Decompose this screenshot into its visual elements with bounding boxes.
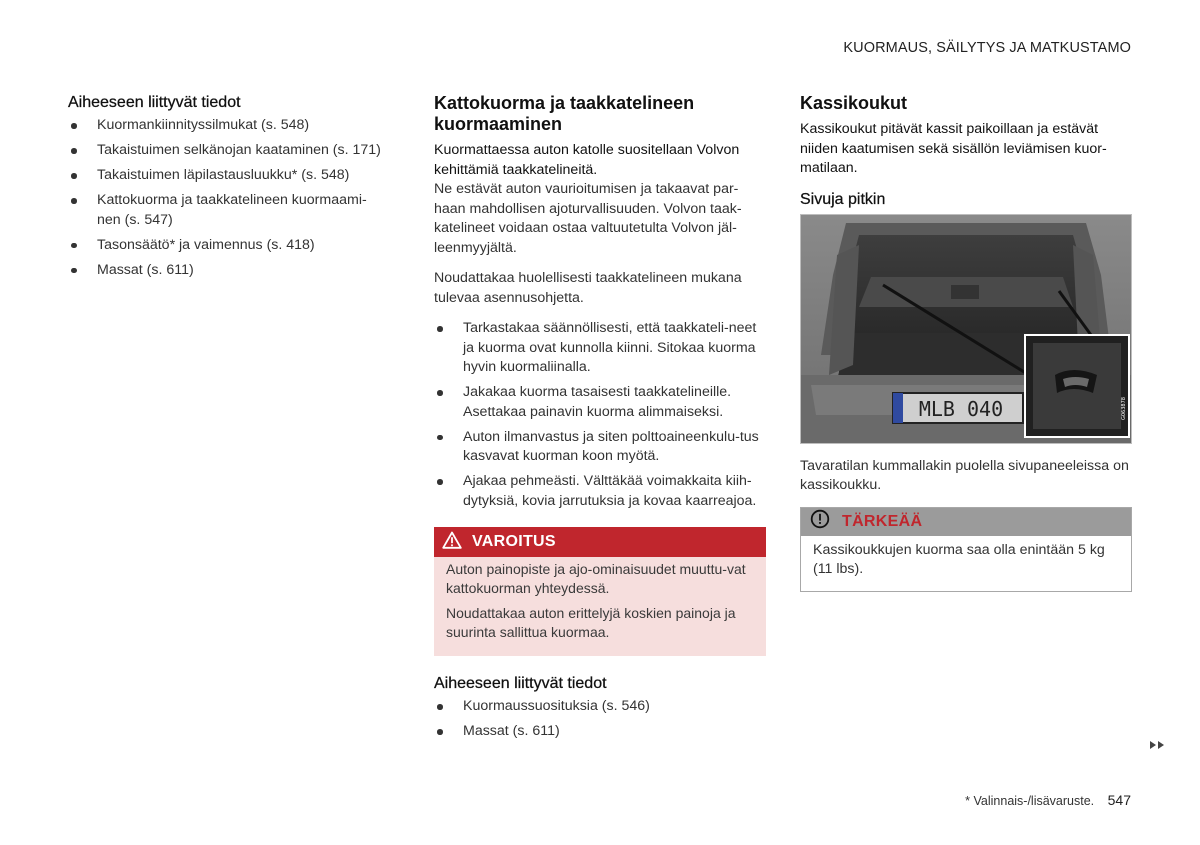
middle-column xyxy=(434,93,766,747)
list-item[interactable]: Kuormankiinnityssilmukat (s. 548) xyxy=(68,116,398,136)
body-paragraph: Ne estävät auton vaurioitumisen ja takaavat par-haan mahdollisen ajoturvallisuuden. Volvon taak-katelineet voidaan ostaa valtuutetulta Volvon jäl-leenmyyjältä. xyxy=(434,181,742,256)
page-number: 547 xyxy=(1107,792,1131,808)
important-header xyxy=(801,508,1131,536)
figure-code: G063878 xyxy=(1121,396,1127,420)
related-info-heading: Aiheeseen liittyvät tiedot xyxy=(68,94,241,111)
list-item[interactable]: Massat (s. 611) xyxy=(434,722,766,742)
section-header: KUORMAUS, SÄILYTYS JA MATKUSTAMO xyxy=(843,40,1131,56)
list-item[interactable]: Tasonsäätö* ja vaimennus (s. 418) xyxy=(68,236,398,256)
lead-paragraph: Kuormattaessa auton katolle suositellaan Volvon kehittämiä taakkatelineitä. xyxy=(434,142,740,178)
section-title-roof-load: Kattokuorma ja taakkatelineen kuormaaminen xyxy=(434,93,695,134)
related-info-list xyxy=(68,116,398,280)
important-box xyxy=(800,507,1132,592)
body-paragraph: Noudattakaa huolellisesti taakkatelineen mukana tulevaa asennusohjetta. xyxy=(434,270,742,306)
important-text: Kassikoukkujen kuorma saa olla enintään 5 kg (11 lbs). xyxy=(813,541,1105,577)
list-item: Jakakaa kuorma tasaisesti taakkatelineille. Asettakaa painavin kuorma alimmaiseksi. xyxy=(434,383,766,422)
page-footer xyxy=(965,792,1131,808)
license-plate-text: MLB 040 xyxy=(918,396,1004,421)
section-title-bag-hooks: Kassikoukut xyxy=(800,93,908,113)
warning-triangle-icon xyxy=(442,531,462,554)
list-item: Auton ilmanvastus ja siten polttoaineenkulu-tus kasvavat kuorman koon myötä. xyxy=(434,428,766,467)
list-item[interactable]: Takaistuimen selkänojan kaataminen (s. 171) xyxy=(68,141,398,161)
right-column xyxy=(800,93,1132,592)
important-label: TÄRKEÄÄ xyxy=(842,512,923,530)
list-item[interactable]: Takaistuimen läpilastausluukku* (s. 548) xyxy=(68,166,398,186)
next-page-arrows-icon[interactable] xyxy=(1149,737,1167,755)
warning-body xyxy=(434,557,766,656)
list-item: Ajakaa pehmeästi. Välttäkää voimakkaita kiih-dytyksiä, kovia jarrutuksia ja kovaa kaarreajoa. xyxy=(434,472,766,511)
related-info-heading: Aiheeseen liittyvät tiedot xyxy=(434,675,607,692)
warning-text: Noudattakaa auton erittelyjä koskien painoja ja suurinta sallittua kuormaa. xyxy=(446,605,736,640)
cargo-area-illustration xyxy=(800,214,1132,444)
related-info-list xyxy=(434,697,766,742)
list-item[interactable]: Kattokuorma ja taakkatelineen kuormaami-nen (s. 547) xyxy=(68,191,389,230)
warning-text: Auton painopiste ja ajo-ominaisuudet muuttu-vat kattokuorman yhteydessä. xyxy=(446,561,746,596)
intro-paragraph: Kassikoukut pitävät kassit paikoillaan ja estävät niiden kaatumisen sekä sisällön leviämisen kuor-matilaan. xyxy=(800,121,1107,176)
warning-label: VAROITUS xyxy=(472,533,556,550)
figure-caption: Tavaratilan kummallakin puolella sivupaneeleissa on kassikoukku. xyxy=(800,457,1129,493)
list-item: Tarkastakaa säännöllisesti, että taakkateli-neet ja kuorma ovat kunnolla kiinni. Sitokaa kuorma hyvin kuormaliinalla. xyxy=(434,319,766,378)
subheading-along-sides: Sivuja pitkin xyxy=(800,190,886,208)
list-item[interactable]: Kuormaussuosituksia (s. 546) xyxy=(434,697,766,717)
instruction-list xyxy=(434,319,766,511)
footnote-text: * Valinnais-/lisävaruste. xyxy=(965,794,1095,808)
exclamation-circle-icon xyxy=(810,509,830,534)
warning-box xyxy=(434,527,766,656)
left-column xyxy=(68,93,398,286)
warning-header xyxy=(434,527,766,557)
car-trunk-image xyxy=(801,215,1131,443)
list-item[interactable]: Massat (s. 611) xyxy=(68,261,398,281)
